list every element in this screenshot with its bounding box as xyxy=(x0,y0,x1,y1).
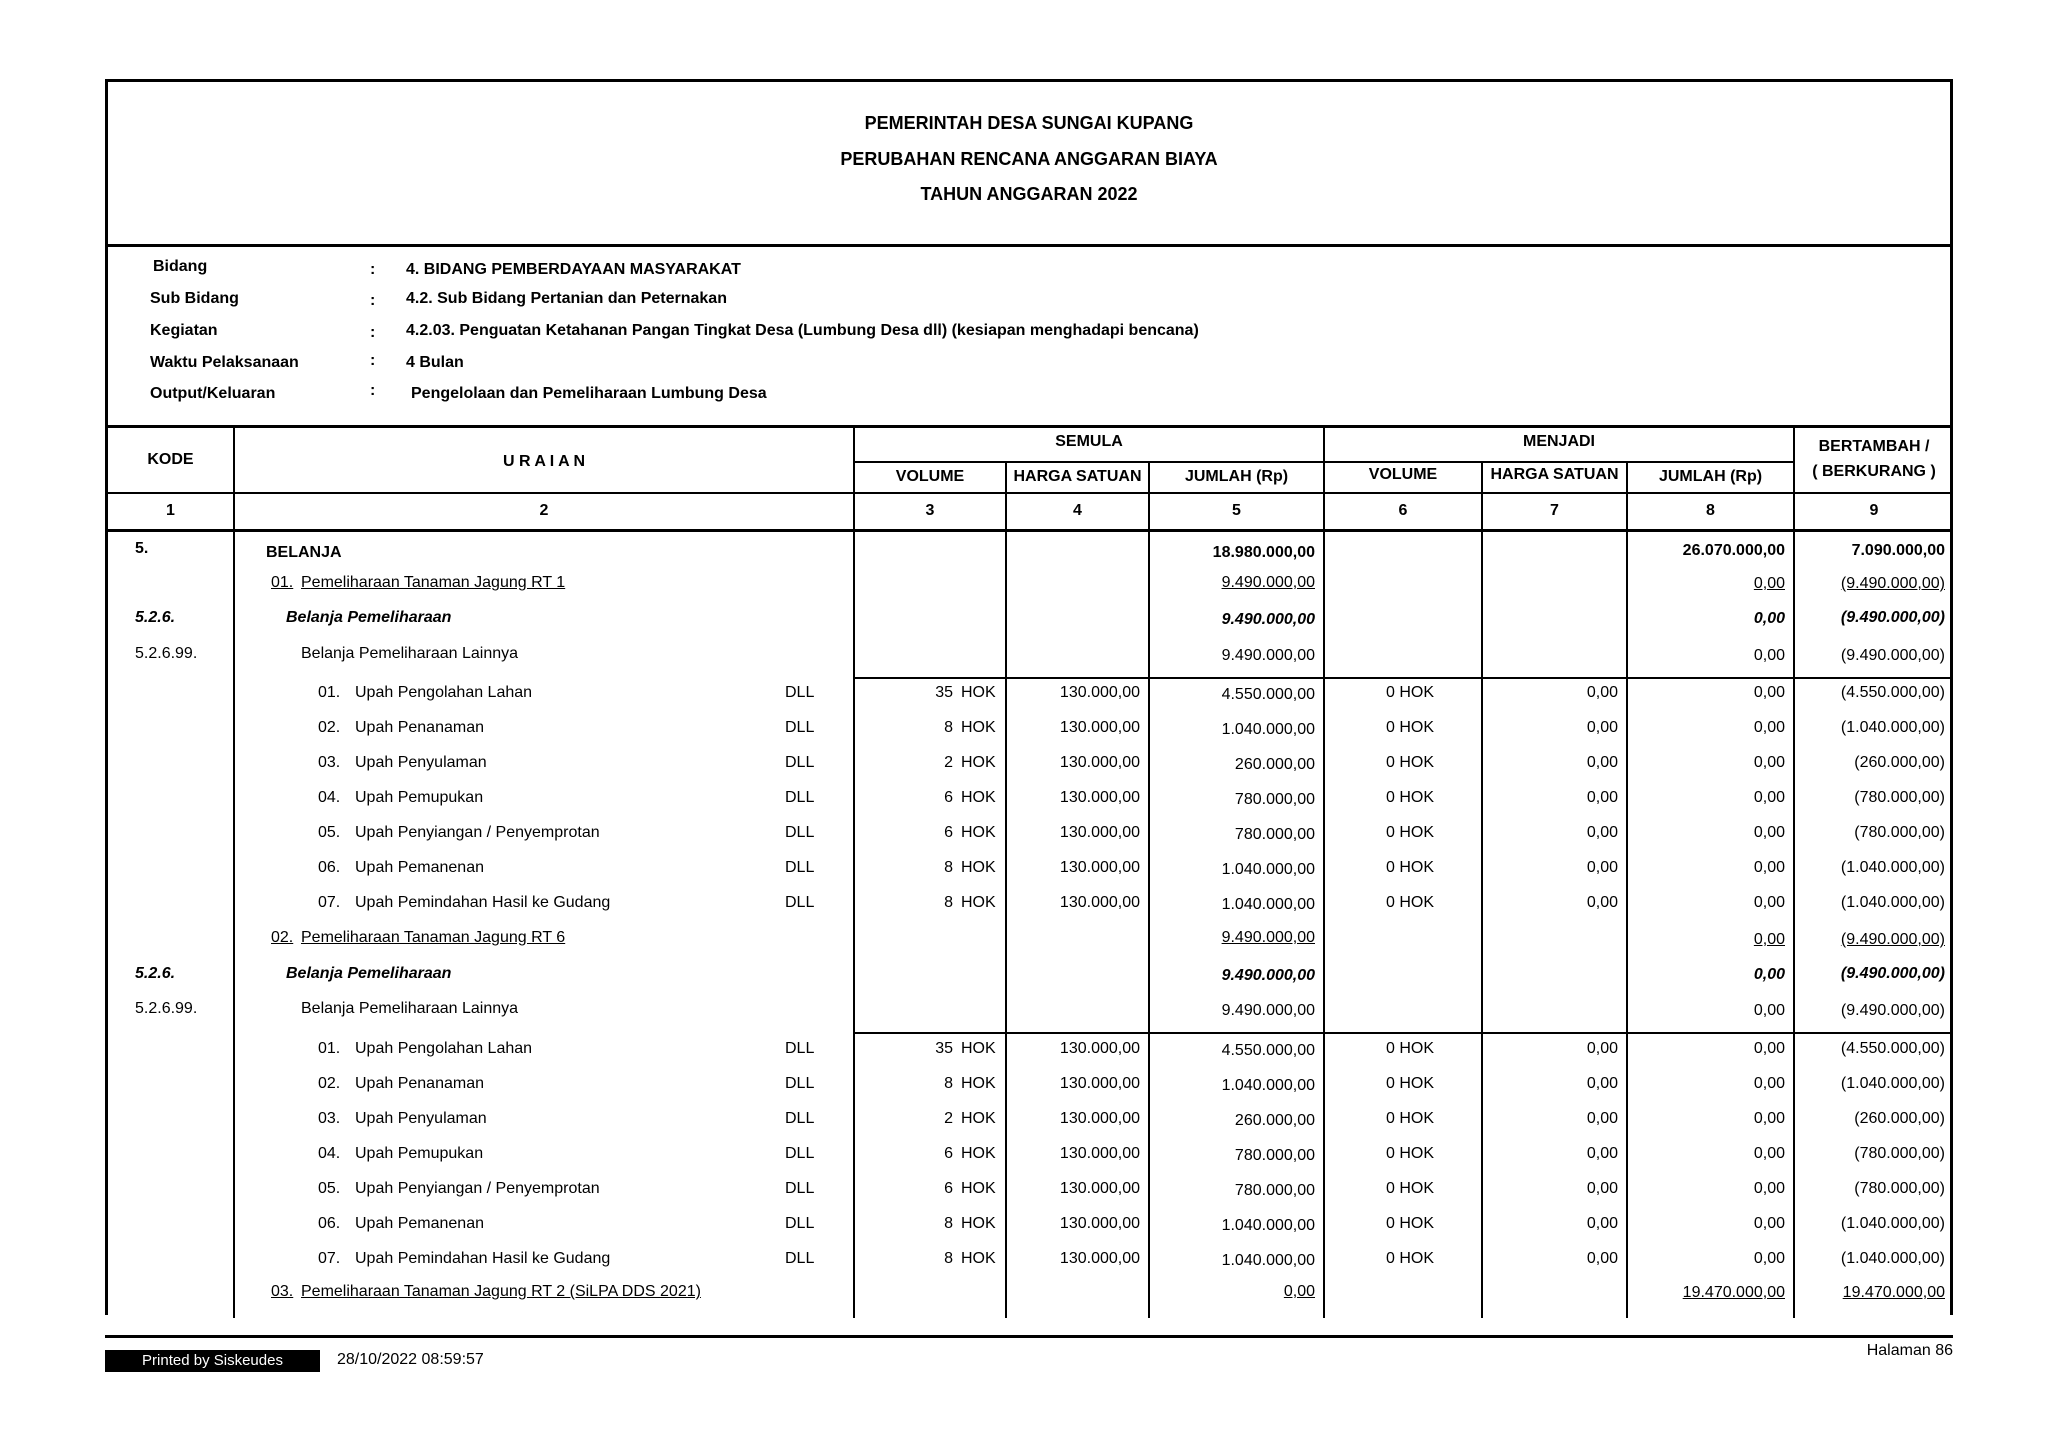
cell-uraian: Upah Penanaman xyxy=(355,1075,484,1092)
cell-jml: 780.000,00 xyxy=(1234,826,1315,843)
cell-vol: 35 xyxy=(935,1040,953,1057)
cell-mharga: 0,00 xyxy=(1586,1110,1618,1127)
cell-uraian: Upah Pemindahan Hasil ke Gudang xyxy=(355,1250,611,1267)
cell-mharga: 0,00 xyxy=(1586,894,1618,911)
cell-mjml: 0,00 xyxy=(1753,1250,1785,1267)
print-timestamp: 28/10/2022 08:59:57 xyxy=(337,1351,484,1368)
cell-sel: (1.040.000,00) xyxy=(1840,719,1945,736)
cell-mvol: 0 HOK xyxy=(1386,719,1435,736)
cell-mjml: 0,00 xyxy=(1753,754,1785,771)
cell-sat: HOK xyxy=(961,1075,996,1092)
cell-uraian: Upah Penyulaman xyxy=(355,754,487,771)
cell-jml: 260.000,00 xyxy=(1234,756,1315,773)
cell-sat: HOK xyxy=(961,1250,996,1267)
cell-uraian: Upah Pengolahan Lahan xyxy=(355,684,533,701)
cell-sat: HOK xyxy=(961,1110,996,1127)
cell-mvol: 0 HOK xyxy=(1386,859,1435,876)
cell-jml: 4.550.000,00 xyxy=(1221,1042,1315,1059)
header-volume-menjadi: VOLUME xyxy=(1368,466,1438,483)
cell-mvol: 0 HOK xyxy=(1386,1250,1435,1267)
table-row xyxy=(108,754,1950,789)
col-num-4: 4 xyxy=(1073,502,1082,519)
government-title: PEMERINTAH DESA SUNGAI KUPANG xyxy=(864,113,1194,133)
cell-sumber: DLL xyxy=(785,789,815,806)
cell-uraian: Upah Penanaman xyxy=(355,719,484,736)
header-berkurang: ( BERKURANG ) xyxy=(1812,463,1936,480)
cell-mharga: 0,00 xyxy=(1586,824,1618,841)
table-body xyxy=(108,529,1950,1318)
page-number: Halaman 86 xyxy=(1866,1342,1953,1359)
cell-vol: 6 xyxy=(944,1145,953,1162)
cell-vol: 8 xyxy=(944,1075,953,1092)
cell-jml: 4.550.000,00 xyxy=(1221,686,1315,703)
cell-sel: (1.040.000,00) xyxy=(1840,859,1945,876)
cell-mjml: 0,00 xyxy=(1753,1215,1785,1232)
cell-sat: HOK xyxy=(961,894,996,911)
report-title: PERUBAHAN RENCANA ANGGARAN BIAYA xyxy=(840,149,1218,169)
cell-mharga: 0,00 xyxy=(1586,859,1618,876)
cell-sat: HOK xyxy=(961,1040,996,1057)
cell-sat: HOK xyxy=(961,859,996,876)
cell-mjml: 0,00 xyxy=(1753,1180,1785,1197)
table-row xyxy=(108,1145,1950,1180)
cell-harga: 130.000,00 xyxy=(1059,1040,1140,1057)
cell-vol: 2 xyxy=(944,754,953,771)
cell-sat: HOK xyxy=(961,754,996,771)
cell-sel: (1.040.000,00) xyxy=(1840,894,1945,911)
col-num-6: 6 xyxy=(1398,502,1408,519)
cell-uraian: Upah Pemanenan xyxy=(355,859,484,876)
cell-vol: 8 xyxy=(944,719,953,736)
cell-sel: (780.000,00) xyxy=(1854,789,1945,806)
cell-sumber: DLL xyxy=(785,719,815,736)
cell-jml: 780.000,00 xyxy=(1234,1147,1315,1164)
cell-jml: 1.040.000,00 xyxy=(1221,896,1315,913)
cell-mjml: 0,00 xyxy=(1753,1110,1785,1127)
col-num-2: 2 xyxy=(539,502,549,519)
cell-harga: 130.000,00 xyxy=(1059,1075,1140,1092)
cell-num: 01. xyxy=(318,684,341,701)
cell-mvol: 0 HOK xyxy=(1386,894,1435,911)
cell-uraian: Upah Pemupukan xyxy=(355,789,484,806)
cell-sat: HOK xyxy=(961,684,996,701)
cell-mvol: 0 HOK xyxy=(1386,1145,1435,1162)
cell-harga: 130.000,00 xyxy=(1059,1250,1140,1267)
table-row xyxy=(108,789,1950,824)
cell-vol: 35 xyxy=(935,684,953,701)
table-row: 5. BELANJA 18.980.000,00 26.070.000,00 7.090.000,00 xyxy=(135,540,1945,561)
cell-mvol: 0 HOK xyxy=(1386,1180,1435,1197)
cell-num: 07. xyxy=(318,1250,341,1267)
cell-mharga: 0,00 xyxy=(1586,684,1618,701)
cell-mvol: 0 HOK xyxy=(1386,1040,1435,1057)
cell-mharga: 0,00 xyxy=(1586,719,1618,736)
table-row xyxy=(108,824,1950,859)
cell-vol: 6 xyxy=(944,1180,953,1197)
cell-num: 05. xyxy=(318,824,341,841)
cell-mharga: 0,00 xyxy=(1586,789,1618,806)
cell-mharga: 0,00 xyxy=(1586,1180,1618,1197)
col-num-5: 5 xyxy=(1232,502,1241,519)
cell-uraian: Upah Pemindahan Hasil ke Gudang xyxy=(355,894,611,911)
cell-jml: 1.040.000,00 xyxy=(1221,1077,1315,1094)
cell-mjml: 0,00 xyxy=(1753,719,1785,736)
cell-sel: (780.000,00) xyxy=(1854,824,1945,841)
table-row xyxy=(108,1110,1950,1145)
cell-mharga: 0,00 xyxy=(1586,1250,1618,1267)
table-row: 01. Pemeliharaan Tanaman Jagung RT 1 9.490.000,00 0,00 (9.490.000,00) xyxy=(271,574,1945,592)
cell-mvol: 0 HOK xyxy=(1386,1075,1435,1092)
cell-mjml: 0,00 xyxy=(1753,789,1785,806)
table-row xyxy=(108,1180,1950,1215)
cell-num: 06. xyxy=(318,859,341,876)
table-row: 5.2.6. Belanja Pemeliharaan 9.490.000,00 0,00 (9.490.000,00) xyxy=(135,965,1945,984)
fiscal-year: TAHUN ANGGARAN 2022 xyxy=(920,184,1138,204)
cell-vol: 2 xyxy=(944,1110,953,1127)
cell-harga: 130.000,00 xyxy=(1059,719,1140,736)
cell-num: 01. xyxy=(318,1040,341,1057)
header-jumlah-menjadi: JUMLAH (Rp) xyxy=(1658,468,1763,485)
header-uraian: U R A I A N xyxy=(502,453,586,470)
cell-sat: HOK xyxy=(961,824,996,841)
cell-vol: 8 xyxy=(944,859,953,876)
cell-harga: 130.000,00 xyxy=(1059,754,1140,771)
cell-vol: 6 xyxy=(944,824,953,841)
table-row xyxy=(108,684,1950,719)
cell-sumber: DLL xyxy=(785,1040,815,1057)
cell-mharga: 0,00 xyxy=(1586,1075,1618,1092)
activity-info: Bidang : 4. BIDANG PEMBERDAYAAN MASYARAKAT Sub Bidang : 4.2. Sub Bidang Pertanian dan Peternakan Kegiatan : 4.2.03. Penguatan Ketahanan Pangan Tingkat Desa (Lumbung Desa dll) (kesiapan menghadapi bencana) Waktu Pelaksanaan : 4 Bulan Output/Keluaran : Pengelolaan dan Pemeliharaan Lumbung Desa xyxy=(108,244,1950,428)
cell-vol: 8 xyxy=(944,1215,953,1232)
cell-num: 02. xyxy=(318,719,341,736)
cell-harga: 130.000,00 xyxy=(1059,824,1140,841)
table-row: 5.2.6. Belanja Pemeliharaan 9.490.000,00 0,00 (9.490.000,00) xyxy=(135,609,1945,628)
table-row xyxy=(108,1215,1950,1250)
cell-mjml: 0,00 xyxy=(1753,824,1785,841)
cell-mjml: 0,00 xyxy=(1753,684,1785,701)
cell-sel: (4.550.000,00) xyxy=(1840,1040,1945,1057)
cell-sel: (780.000,00) xyxy=(1854,1145,1945,1162)
cell-sel: (260.000,00) xyxy=(1854,754,1945,771)
cell-mharga: 0,00 xyxy=(1586,754,1618,771)
table-row xyxy=(108,1075,1950,1110)
cell-harga: 130.000,00 xyxy=(1059,894,1140,911)
cell-mjml: 0,00 xyxy=(1753,1040,1785,1057)
cell-harga: 130.000,00 xyxy=(1059,859,1140,876)
cell-mvol: 0 HOK xyxy=(1386,789,1435,806)
cell-uraian: Upah Penyiangan / Penyemprotan xyxy=(355,824,600,841)
cell-sat: HOK xyxy=(961,1145,996,1162)
cell-sumber: DLL xyxy=(785,1215,815,1232)
cell-sumber: DLL xyxy=(785,859,815,876)
cell-mjml: 0,00 xyxy=(1753,1075,1785,1092)
cell-num: 07. xyxy=(318,894,341,911)
cell-uraian: Upah Penyulaman xyxy=(355,1110,487,1127)
cell-sel: (260.000,00) xyxy=(1854,1110,1945,1127)
cell-num: 04. xyxy=(318,789,341,806)
header-jumlah-semula: JUMLAH (Rp) xyxy=(1184,468,1289,485)
cell-mharga: 0,00 xyxy=(1586,1145,1618,1162)
header-volume-semula: VOLUME xyxy=(895,468,965,485)
cell-mvol: 0 HOK xyxy=(1386,754,1435,771)
header-bertambah: BERTAMBAH / xyxy=(1818,438,1930,455)
col-num-7: 7 xyxy=(1550,502,1559,519)
report-page xyxy=(105,79,1953,1315)
cell-mharga: 0,00 xyxy=(1586,1215,1618,1232)
cell-sumber: DLL xyxy=(785,1250,815,1267)
cell-num: 03. xyxy=(318,754,341,771)
cell-jml: 780.000,00 xyxy=(1234,791,1315,808)
cell-uraian: Upah Pemanenan xyxy=(355,1215,484,1232)
report-title-block xyxy=(108,82,1950,247)
cell-jml: 1.040.000,00 xyxy=(1221,721,1315,738)
header-harga-semula: HARGA SATUAN xyxy=(1013,468,1142,485)
table-row xyxy=(108,1040,1950,1075)
cell-mvol: 0 HOK xyxy=(1386,1215,1435,1232)
table-row xyxy=(108,1250,1950,1285)
cell-sumber: DLL xyxy=(785,1075,815,1092)
cell-num: 04. xyxy=(318,1145,341,1162)
cell-vol: 8 xyxy=(944,894,953,911)
table-row: 03. Pemeliharaan Tanaman Jagung RT 2 (SiLPA DDS 2021) 0,00 19.470.000,00 19.470.000,00 xyxy=(271,1283,1945,1301)
cell-harga: 130.000,00 xyxy=(1059,1180,1140,1197)
cell-uraian: Upah Penyiangan / Penyemprotan xyxy=(355,1180,600,1197)
cell-sel: (780.000,00) xyxy=(1854,1180,1945,1197)
cell-mvol: 0 HOK xyxy=(1386,1110,1435,1127)
cell-mvol: 0 HOK xyxy=(1386,824,1435,841)
cell-jml: 780.000,00 xyxy=(1234,1182,1315,1199)
printed-by-badge: Printed by Siskeudes xyxy=(105,1350,320,1372)
footer-rule xyxy=(105,1335,1953,1338)
cell-num: 05. xyxy=(318,1180,341,1197)
cell-sel: (1.040.000,00) xyxy=(1840,1075,1945,1092)
cell-vol: 8 xyxy=(944,1250,953,1267)
cell-sat: HOK xyxy=(961,1215,996,1232)
cell-mjml: 0,00 xyxy=(1753,1145,1785,1162)
table-row xyxy=(108,859,1950,894)
cell-jml: 1.040.000,00 xyxy=(1221,861,1315,878)
cell-vol: 6 xyxy=(944,789,953,806)
col-num-9: 9 xyxy=(1869,502,1879,519)
col-num-3: 3 xyxy=(925,502,935,519)
cell-sel: (1.040.000,00) xyxy=(1840,1250,1945,1267)
cell-sumber: DLL xyxy=(785,1180,815,1197)
table-row: 5.2.6.99. Belanja Pemeliharaan Lainnya 9.490.000,00 0,00 (9.490.000,00) xyxy=(135,1000,1945,1019)
table-row: 02. Pemeliharaan Tanaman Jagung RT 6 9.490.000,00 0,00 (9.490.000,00) xyxy=(271,929,1945,948)
col-num-8: 8 xyxy=(1706,502,1715,519)
cell-num: 03. xyxy=(318,1110,341,1127)
cell-jml: 260.000,00 xyxy=(1234,1112,1315,1129)
cell-mjml: 0,00 xyxy=(1753,894,1785,911)
cell-sel: (1.040.000,00) xyxy=(1840,1215,1945,1232)
cell-harga: 130.000,00 xyxy=(1059,1145,1140,1162)
cell-mvol: 0 HOK xyxy=(1386,684,1435,701)
header-menjadi: MENJADI xyxy=(1522,433,1595,450)
cell-mjml: 0,00 xyxy=(1753,859,1785,876)
cell-sat: HOK xyxy=(961,789,996,806)
cell-sumber: DLL xyxy=(785,754,815,771)
cell-harga: 130.000,00 xyxy=(1059,1215,1140,1232)
header-semula: SEMULA xyxy=(1055,433,1123,450)
cell-sumber: DLL xyxy=(785,684,815,701)
cell-harga: 130.000,00 xyxy=(1059,1110,1140,1127)
cell-num: 06. xyxy=(318,1215,341,1232)
cell-num: 02. xyxy=(318,1075,341,1092)
cell-uraian: Upah Pemupukan xyxy=(355,1145,484,1162)
cell-uraian: Upah Pengolahan Lahan xyxy=(355,1040,533,1057)
cell-sat: HOK xyxy=(961,1180,996,1197)
cell-sumber: DLL xyxy=(785,1110,815,1127)
table-row: 5.2.6.99. Belanja Pemeliharaan Lainnya 9.490.000,00 0,00 (9.490.000,00) xyxy=(135,645,1945,664)
table-row xyxy=(108,719,1950,754)
cell-mharga: 0,00 xyxy=(1586,1040,1618,1057)
cell-jml: 1.040.000,00 xyxy=(1221,1217,1315,1234)
col-num-1: 1 xyxy=(166,502,175,519)
cell-harga: 130.000,00 xyxy=(1059,684,1140,701)
cell-jml: 1.040.000,00 xyxy=(1221,1252,1315,1269)
cell-harga: 130.000,00 xyxy=(1059,789,1140,806)
cell-sel: (4.550.000,00) xyxy=(1840,684,1945,701)
cell-sumber: DLL xyxy=(785,1145,815,1162)
table-header xyxy=(108,425,1950,532)
table-row xyxy=(108,894,1950,929)
header-kode: KODE xyxy=(147,451,194,468)
cell-sumber: DLL xyxy=(785,894,815,911)
header-harga-menjadi: HARGA SATUAN xyxy=(1490,466,1619,483)
cell-sat: HOK xyxy=(961,719,996,736)
cell-sumber: DLL xyxy=(785,824,815,841)
